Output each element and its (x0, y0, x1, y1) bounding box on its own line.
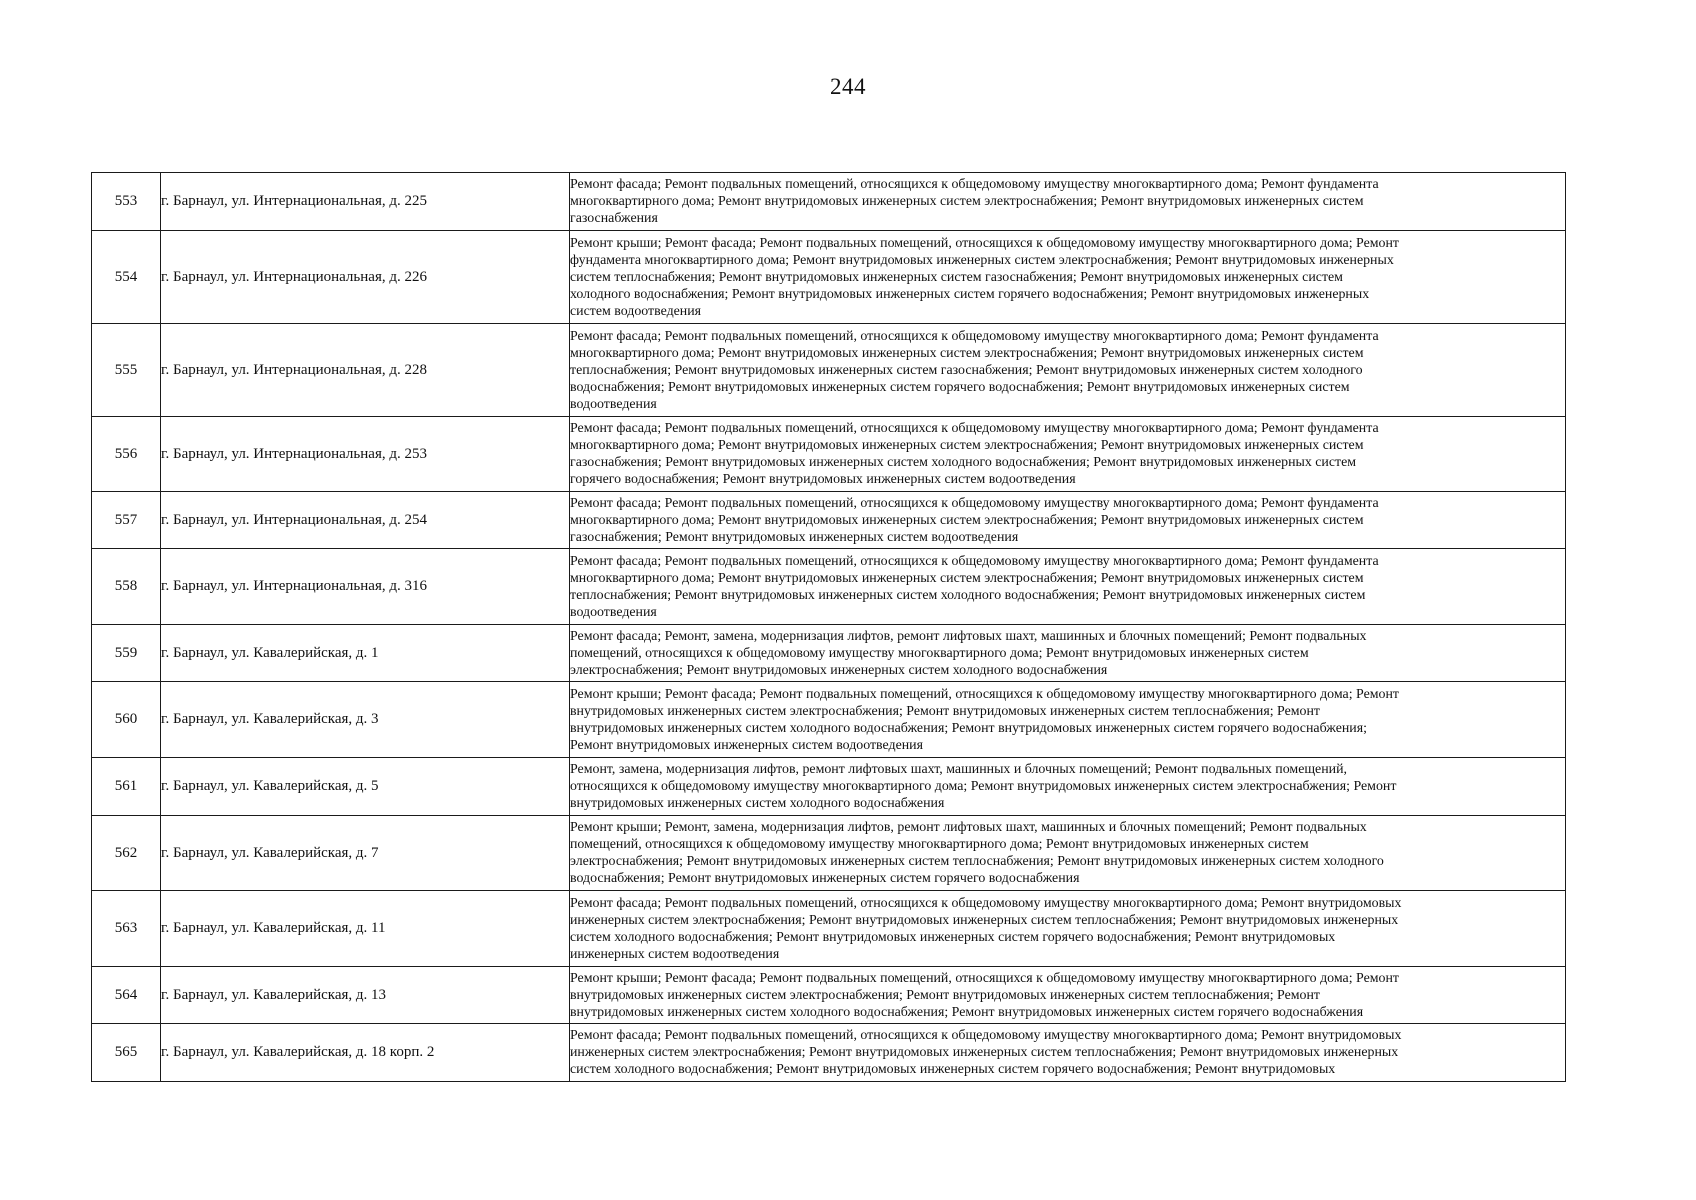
works-cell: Ремонт фасада; Ремонт подвальных помещений, относящихся к общедомовому имуществу многоквартирного дома; Ремонт внутридомовых инженерных систем электроснабжения; Ремонт внутридомовых инженерных систем теплоснабжения; Ремонт внутридомовых инженерных систем холодного водоснабжения; Ремонт внутридомовых инженерных систем горячего водоснабжения; Ремонт внутридомовых (570, 1024, 1566, 1082)
works-cell: Ремонт фасада; Ремонт подвальных помещений, относящихся к общедомовому имуществу многоквартирного дома; Ремонт фундамента многоквартирного дома; Ремонт внутридомовых инженерных систем электроснабжения; Ремонт внутридомовых инженерных систем газоснабжения; Ремонт внутридомовых инженерных систем холодного водоснабжения; Ремонт внутридомовых инженерных систем горячего водоснабжения; Ремонт внутридомовых инженерных систем водоотведения (570, 417, 1566, 492)
address-cell: г. Барнаул, ул. Интернациональная, д. 253 (161, 417, 570, 492)
works-cell: Ремонт крыши; Ремонт фасада; Ремонт подвальных помещений, относящихся к общедомовому имуществу многоквартирного дома; Ремонт внутридомовых инженерных систем электроснабжения; Ремонт внутридомовых инженерных систем теплоснабжения; Ремонт внутридомовых инженерных систем холодного водоснабжения; Ремонт внутридомовых инженерных систем горячего водоснабжения; Ремонт внутридомовых инженерных систем водоотведения (570, 682, 1566, 758)
row-number-cell: 564 (92, 967, 161, 1024)
row-number-cell: 559 (92, 625, 161, 682)
row-number-cell: 558 (92, 549, 161, 625)
table-row (92, 549, 1566, 625)
address-cell: г. Барнаул, ул. Интернациональная, д. 228 (161, 324, 570, 417)
table-body (92, 173, 1566, 1082)
address-cell: г. Барнаул, ул. Кавалерийская, д. 5 (161, 758, 570, 816)
table-row (92, 967, 1566, 1024)
works-cell: Ремонт фасада; Ремонт, замена, модернизация лифтов, ремонт лифтовых шахт, машинных и блочных помещений; Ремонт подвальных помещений, относящихся к общедомовому имуществу многоквартирного дома; Ремонт внутридомовых инженерных систем электроснабжения; Ремонт внутридомовых инженерных систем холодного водоснабжения (570, 625, 1566, 682)
address-cell: г. Барнаул, ул. Кавалерийская, д. 7 (161, 816, 570, 891)
repair-works-table (91, 172, 1566, 1082)
row-number-cell: 556 (92, 417, 161, 492)
row-number-cell: 561 (92, 758, 161, 816)
page-number: 244 (830, 74, 866, 99)
table-row (92, 1024, 1566, 1082)
address-cell: г. Барнаул, ул. Кавалерийская, д. 3 (161, 682, 570, 758)
row-number-cell: 553 (92, 173, 161, 231)
works-cell: Ремонт фасада; Ремонт подвальных помещений, относящихся к общедомовому имуществу многоквартирного дома; Ремонт фундамента многоквартирного дома; Ремонт внутридомовых инженерных систем электроснабжения; Ремонт внутридомовых инженерных систем теплоснабжения; Ремонт внутридомовых инженерных систем газоснабжения; Ремонт внутридомовых инженерных систем холодного водоснабжения; Ремонт внутридомовых инженерных систем горячего водоснабжения; Ремонт внутридомовых инженерных систем водоотведения (570, 324, 1566, 417)
table-row (92, 492, 1566, 549)
address-cell: г. Барнаул, ул. Кавалерийская, д. 11 (161, 891, 570, 967)
table-row (92, 173, 1566, 231)
row-number-cell: 554 (92, 231, 161, 324)
works-cell: Ремонт крыши; Ремонт, замена, модернизация лифтов, ремонт лифтовых шахт, машинных и блочных помещений; Ремонт подвальных помещений, относящихся к общедомовому имуществу многоквартирного дома; Ремонт внутридомовых инженерных систем электроснабжения; Ремонт внутридомовых инженерных систем теплоснабжения; Ремонт внутридомовых инженерных систем холодного водоснабжения; Ремонт внутридомовых инженерных систем горячего водоснабжения (570, 816, 1566, 891)
address-cell: г. Барнаул, ул. Кавалерийская, д. 1 (161, 625, 570, 682)
address-cell: г. Барнаул, ул. Интернациональная, д. 254 (161, 492, 570, 549)
address-cell: г. Барнаул, ул. Кавалерийская, д. 18 корп. 2 (161, 1024, 570, 1082)
table-row (92, 231, 1566, 324)
table-row (92, 625, 1566, 682)
address-cell: г. Барнаул, ул. Интернациональная, д. 225 (161, 173, 570, 231)
row-number-cell: 560 (92, 682, 161, 758)
table-row (92, 417, 1566, 492)
row-number-cell: 565 (92, 1024, 161, 1082)
works-cell: Ремонт, замена, модернизация лифтов, ремонт лифтовых шахт, машинных и блочных помещений; Ремонт подвальных помещений, относящихся к общедомовому имуществу многоквартирного дома; Ремонт внутридомовых инженерных систем электроснабжения; Ремонт внутридомовых инженерных систем холодного водоснабжения (570, 758, 1566, 816)
row-number-cell: 555 (92, 324, 161, 417)
works-cell: Ремонт фасада; Ремонт подвальных помещений, относящихся к общедомовому имуществу многоквартирного дома; Ремонт фундамента многоквартирного дома; Ремонт внутридомовых инженерных систем электроснабжения; Ремонт внутридомовых инженерных систем газоснабжения; Ремонт внутридомовых инженерных систем водоотведения (570, 492, 1566, 549)
address-cell: г. Барнаул, ул. Интернациональная, д. 226 (161, 231, 570, 324)
address-cell: г. Барнаул, ул. Кавалерийская, д. 13 (161, 967, 570, 1024)
address-cell: г. Барнаул, ул. Интернациональная, д. 316 (161, 549, 570, 625)
row-number-cell: 563 (92, 891, 161, 967)
row-number-cell: 557 (92, 492, 161, 549)
table-row (92, 682, 1566, 758)
works-cell: Ремонт крыши; Ремонт фасада; Ремонт подвальных помещений, относящихся к общедомовому имуществу многоквартирного дома; Ремонт внутридомовых инженерных систем электроснабжения; Ремонт внутридомовых инженерных систем теплоснабжения; Ремонт внутридомовых инженерных систем холодного водоснабжения; Ремонт внутридомовых инженерных систем горячего водоснабжения (570, 967, 1566, 1024)
works-cell: Ремонт фасада; Ремонт подвальных помещений, относящихся к общедомовому имуществу многоквартирного дома; Ремонт фундамента многоквартирного дома; Ремонт внутридомовых инженерных систем электроснабжения; Ремонт внутридомовых инженерных систем газоснабжения (570, 173, 1566, 231)
table-row (92, 891, 1566, 967)
row-number-cell: 562 (92, 816, 161, 891)
table-row (92, 324, 1566, 417)
works-cell: Ремонт крыши; Ремонт фасада; Ремонт подвальных помещений, относящихся к общедомовому имуществу многоквартирного дома; Ремонт фундамента многоквартирного дома; Ремонт внутридомовых инженерных систем электроснабжения; Ремонт внутридомовых инженерных систем теплоснабжения; Ремонт внутридомовых инженерных систем газоснабжения; Ремонт внутридомовых инженерных систем холодного водоснабжения; Ремонт внутридомовых инженерных систем горячего водоснабжения; Ремонт внутридомовых инженерных систем водоотведения (570, 231, 1566, 324)
table-row (92, 758, 1566, 816)
table-row (92, 816, 1566, 891)
works-cell: Ремонт фасада; Ремонт подвальных помещений, относящихся к общедомовому имуществу многоквартирного дома; Ремонт внутридомовых инженерных систем электроснабжения; Ремонт внутридомовых инженерных систем теплоснабжения; Ремонт внутридомовых инженерных систем холодного водоснабжения; Ремонт внутридомовых инженерных систем горячего водоснабжения; Ремонт внутридомовых инженерных систем водоотведения (570, 891, 1566, 967)
works-cell: Ремонт фасада; Ремонт подвальных помещений, относящихся к общедомовому имуществу многоквартирного дома; Ремонт фундамента многоквартирного дома; Ремонт внутридомовых инженерных систем электроснабжения; Ремонт внутридомовых инженерных систем теплоснабжения; Ремонт внутридомовых инженерных систем холодного водоснабжения; Ремонт внутридомовых инженерных систем водоотведения (570, 549, 1566, 625)
